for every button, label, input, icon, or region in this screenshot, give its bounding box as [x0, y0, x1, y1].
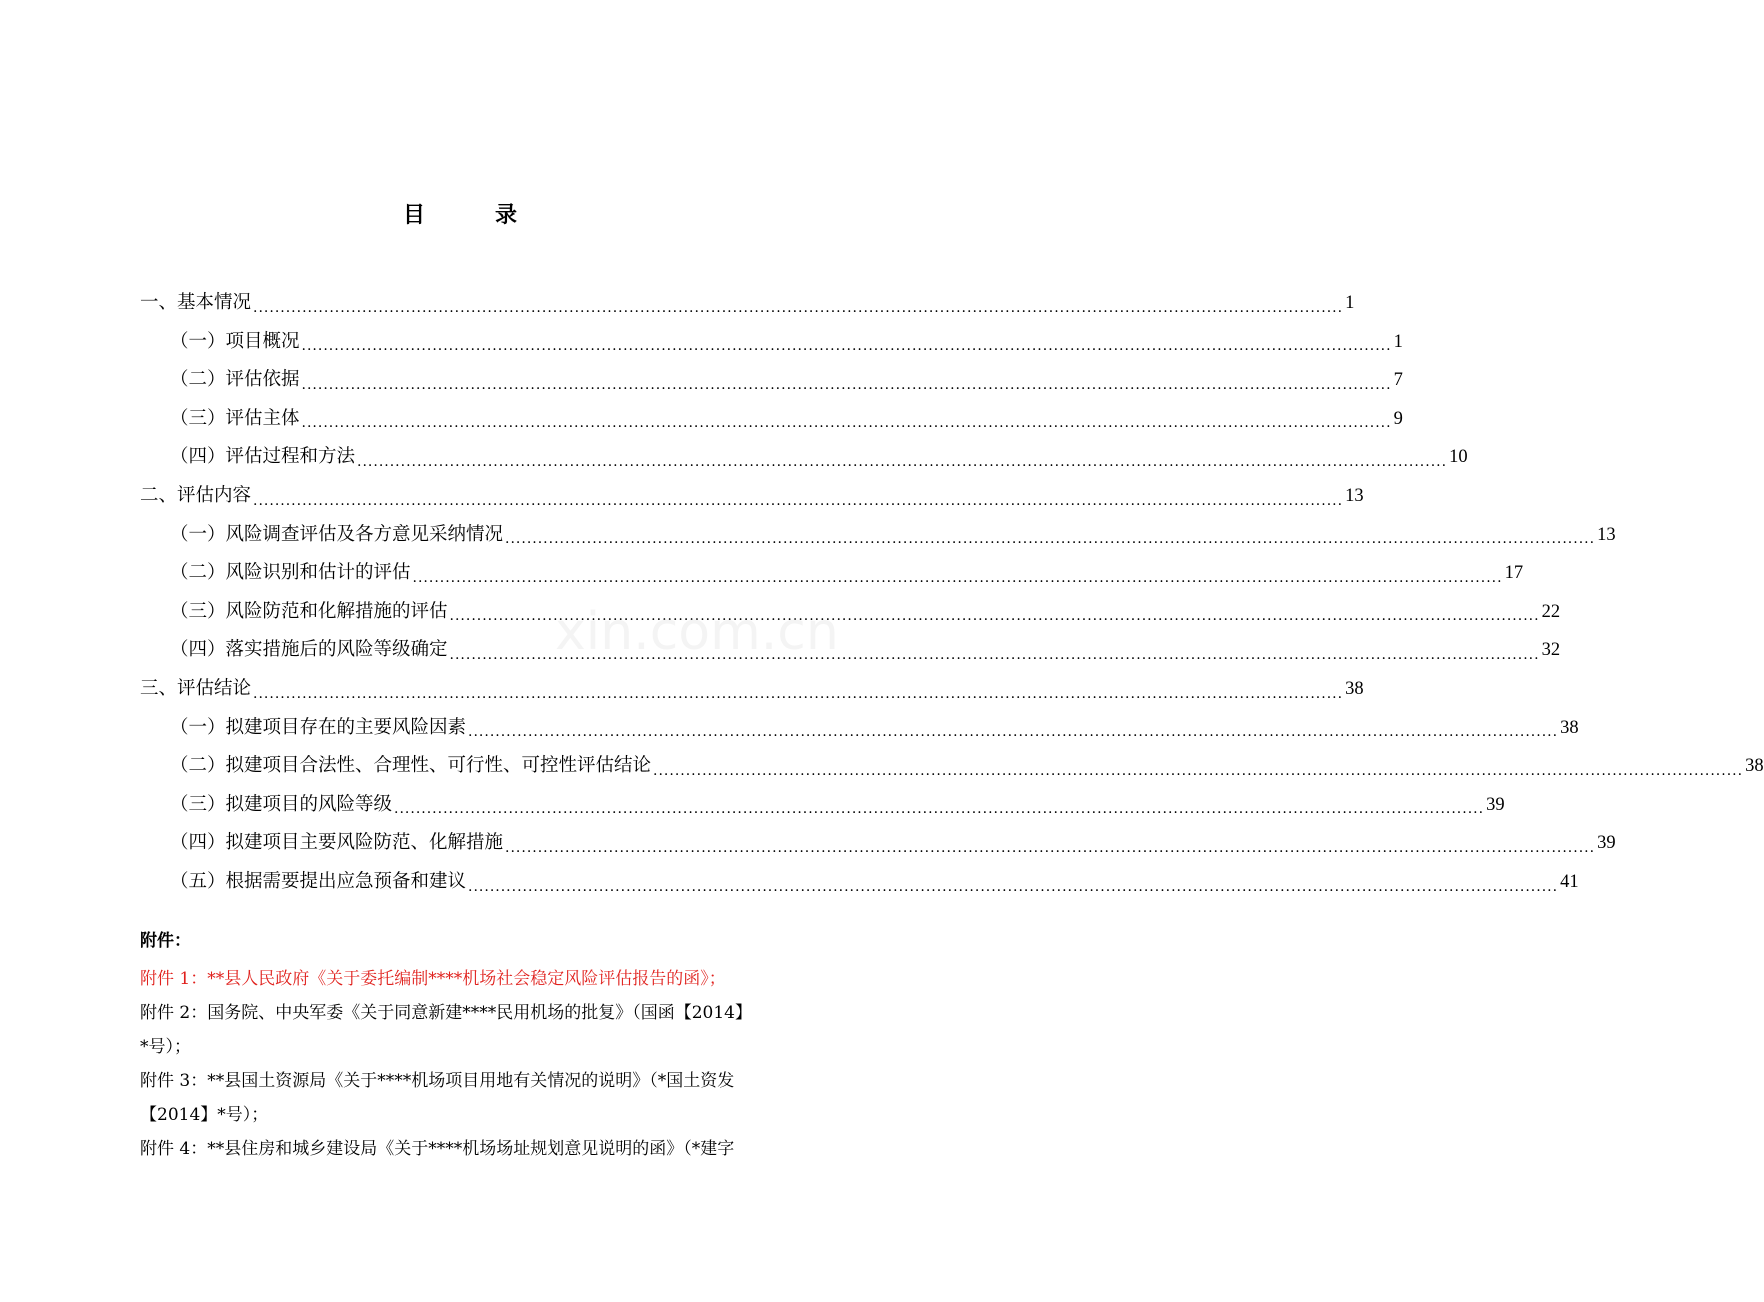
toc-entry-page: 13	[1345, 485, 1364, 506]
toc-entry[interactable]	[140, 709, 1579, 748]
toc-entry-page: 38	[1560, 717, 1579, 738]
toc-leader-dots: ........................................................................................................................................................................................................	[253, 299, 1344, 316]
toc-entry-label: （五）根据需要提出应急预备和建议	[170, 870, 467, 892]
attachment-3-line-2: 【2014】*号）；	[140, 1105, 269, 1125]
toc-leader-dots: ........................................................................................................................................................................................................	[505, 531, 1596, 548]
toc-entry[interactable]	[140, 824, 1616, 863]
toc-entry-label: （三）风险防范和化解措施的评估	[170, 600, 448, 622]
toc-entry[interactable]	[140, 361, 1403, 400]
toc-leader-dots: ........................................................................................................................................................................................................	[653, 762, 1744, 779]
toc-entry-page: 7	[1393, 370, 1403, 391]
toc-entry-page: 13	[1597, 524, 1616, 545]
toc-leader-dots: ........................................................................................................................................................................................................	[301, 376, 1392, 393]
toc-leader-dots: ........................................................................................................................................................................................................	[301, 415, 1392, 432]
toc-entry-page: 10	[1449, 447, 1468, 468]
toc-entry-label: （二）风险识别和估计的评估	[170, 562, 411, 584]
toc-entry[interactable]	[140, 670, 1364, 709]
toc-entry-label: （四）落实措施后的风险等级确定	[170, 639, 448, 661]
toc-entry-page: 32	[1541, 640, 1561, 661]
toc-leader-dots: ........................................................................................................................................................................................................	[394, 801, 1485, 818]
toc-entry-page: 1	[1393, 331, 1403, 352]
toc-entry-page: 41	[1560, 871, 1579, 892]
toc-entry-label: 一、基本情况	[140, 292, 252, 313]
toc-leader-dots: ........................................................................................................................................................................................................	[468, 724, 1559, 741]
attachment-2-line-1: 附件 2：国务院、中央军委《关于同意新建****民用机场的批复》（国函【2014】	[140, 1003, 752, 1023]
toc-entry-label: （一）项目概况	[170, 330, 300, 352]
toc-entry-label: 三、评估结论	[140, 677, 252, 699]
attachment-4-line-1: 附件 4：**县住房和城乡建设局《关于****机场场址规划意见说明的函》（*建字	[140, 1139, 735, 1159]
watermark: xin.com.cn	[555, 602, 839, 662]
toc-entry[interactable]	[140, 477, 1364, 516]
toc-entry-label: （二）评估依据	[170, 369, 300, 391]
toc-entry[interactable]	[140, 284, 1355, 323]
toc-entry[interactable]	[140, 786, 1505, 825]
toc-entry-label: （一）风险调查评估及各方意见采纳情况	[170, 523, 504, 545]
toc-entry-page: 38	[1745, 756, 1764, 777]
toc-entry-label: （四）评估过程和方法	[170, 446, 356, 468]
toc-entry-page: 39	[1486, 794, 1505, 815]
toc-entry-label: （二）拟建项目合法性、合理性、可行性、可控性评估结论	[170, 755, 652, 777]
toc-entry[interactable]	[140, 323, 1403, 362]
toc-leader-dots: ........................................................................................................................................................................................................	[253, 492, 1344, 509]
toc-entry-label: （一）拟建项目存在的主要风险因素	[170, 716, 467, 738]
toc-entry[interactable]	[140, 400, 1403, 439]
toc-entry-page: 38	[1345, 678, 1364, 699]
attachment-1: 附件 1：**县人民政府《关于委托编制****机场社会稳定风险评估报告的函》；	[140, 969, 726, 989]
toc-leader-dots: ........................................................................................................................................................................................................	[357, 453, 1448, 470]
toc-entry[interactable]	[140, 554, 1524, 593]
toc-leader-dots: ........................................................................................................................................................................................................	[505, 839, 1596, 856]
toc-entry[interactable]	[140, 747, 1764, 786]
toc-entry-page: 1	[1345, 293, 1355, 313]
toc-leader-dots: ........................................................................................................................................................................................................	[412, 569, 1503, 586]
toc-leader-dots: ........................................................................................................................................................................................................	[253, 685, 1344, 702]
table-of-contents	[140, 284, 1764, 902]
toc-entry-label: 二、评估内容	[140, 484, 252, 506]
toc-entry-page: 22	[1541, 601, 1561, 622]
toc-entry[interactable]	[140, 863, 1579, 902]
attachments-heading: 附件：	[140, 931, 191, 951]
attachments-list	[140, 962, 785, 1166]
toc-entry-page: 17	[1504, 563, 1524, 584]
toc-leader-dots: ........................................................................................................................................................................................................	[449, 646, 1540, 663]
attachment-2-line-2: *号）；	[140, 1037, 191, 1057]
toc-entry-label: （三）评估主体	[170, 407, 300, 429]
toc-entry-label: （四）拟建项目主要风险防范、化解措施	[170, 832, 504, 854]
toc-entry[interactable]	[140, 516, 1616, 555]
toc-entry-label: （三）拟建项目的风险等级	[170, 793, 393, 815]
toc-leader-dots: ........................................................................................................................................................................................................	[468, 878, 1559, 895]
toc-entry[interactable]	[140, 438, 1468, 477]
toc-entry-page: 39	[1597, 833, 1616, 854]
toc-entry-page: 9	[1393, 408, 1403, 429]
toc-leader-dots: ........................................................................................................................................................................................................	[301, 338, 1392, 355]
toc-leader-dots: ........................................................................................................................................................................................................	[449, 608, 1540, 625]
attachment-3-line-1: 附件 3：**县国土资源局《关于****机场项目用地有关情况的说明》（*国土资发	[140, 1071, 735, 1091]
page-title: 目录	[402, 202, 587, 228]
